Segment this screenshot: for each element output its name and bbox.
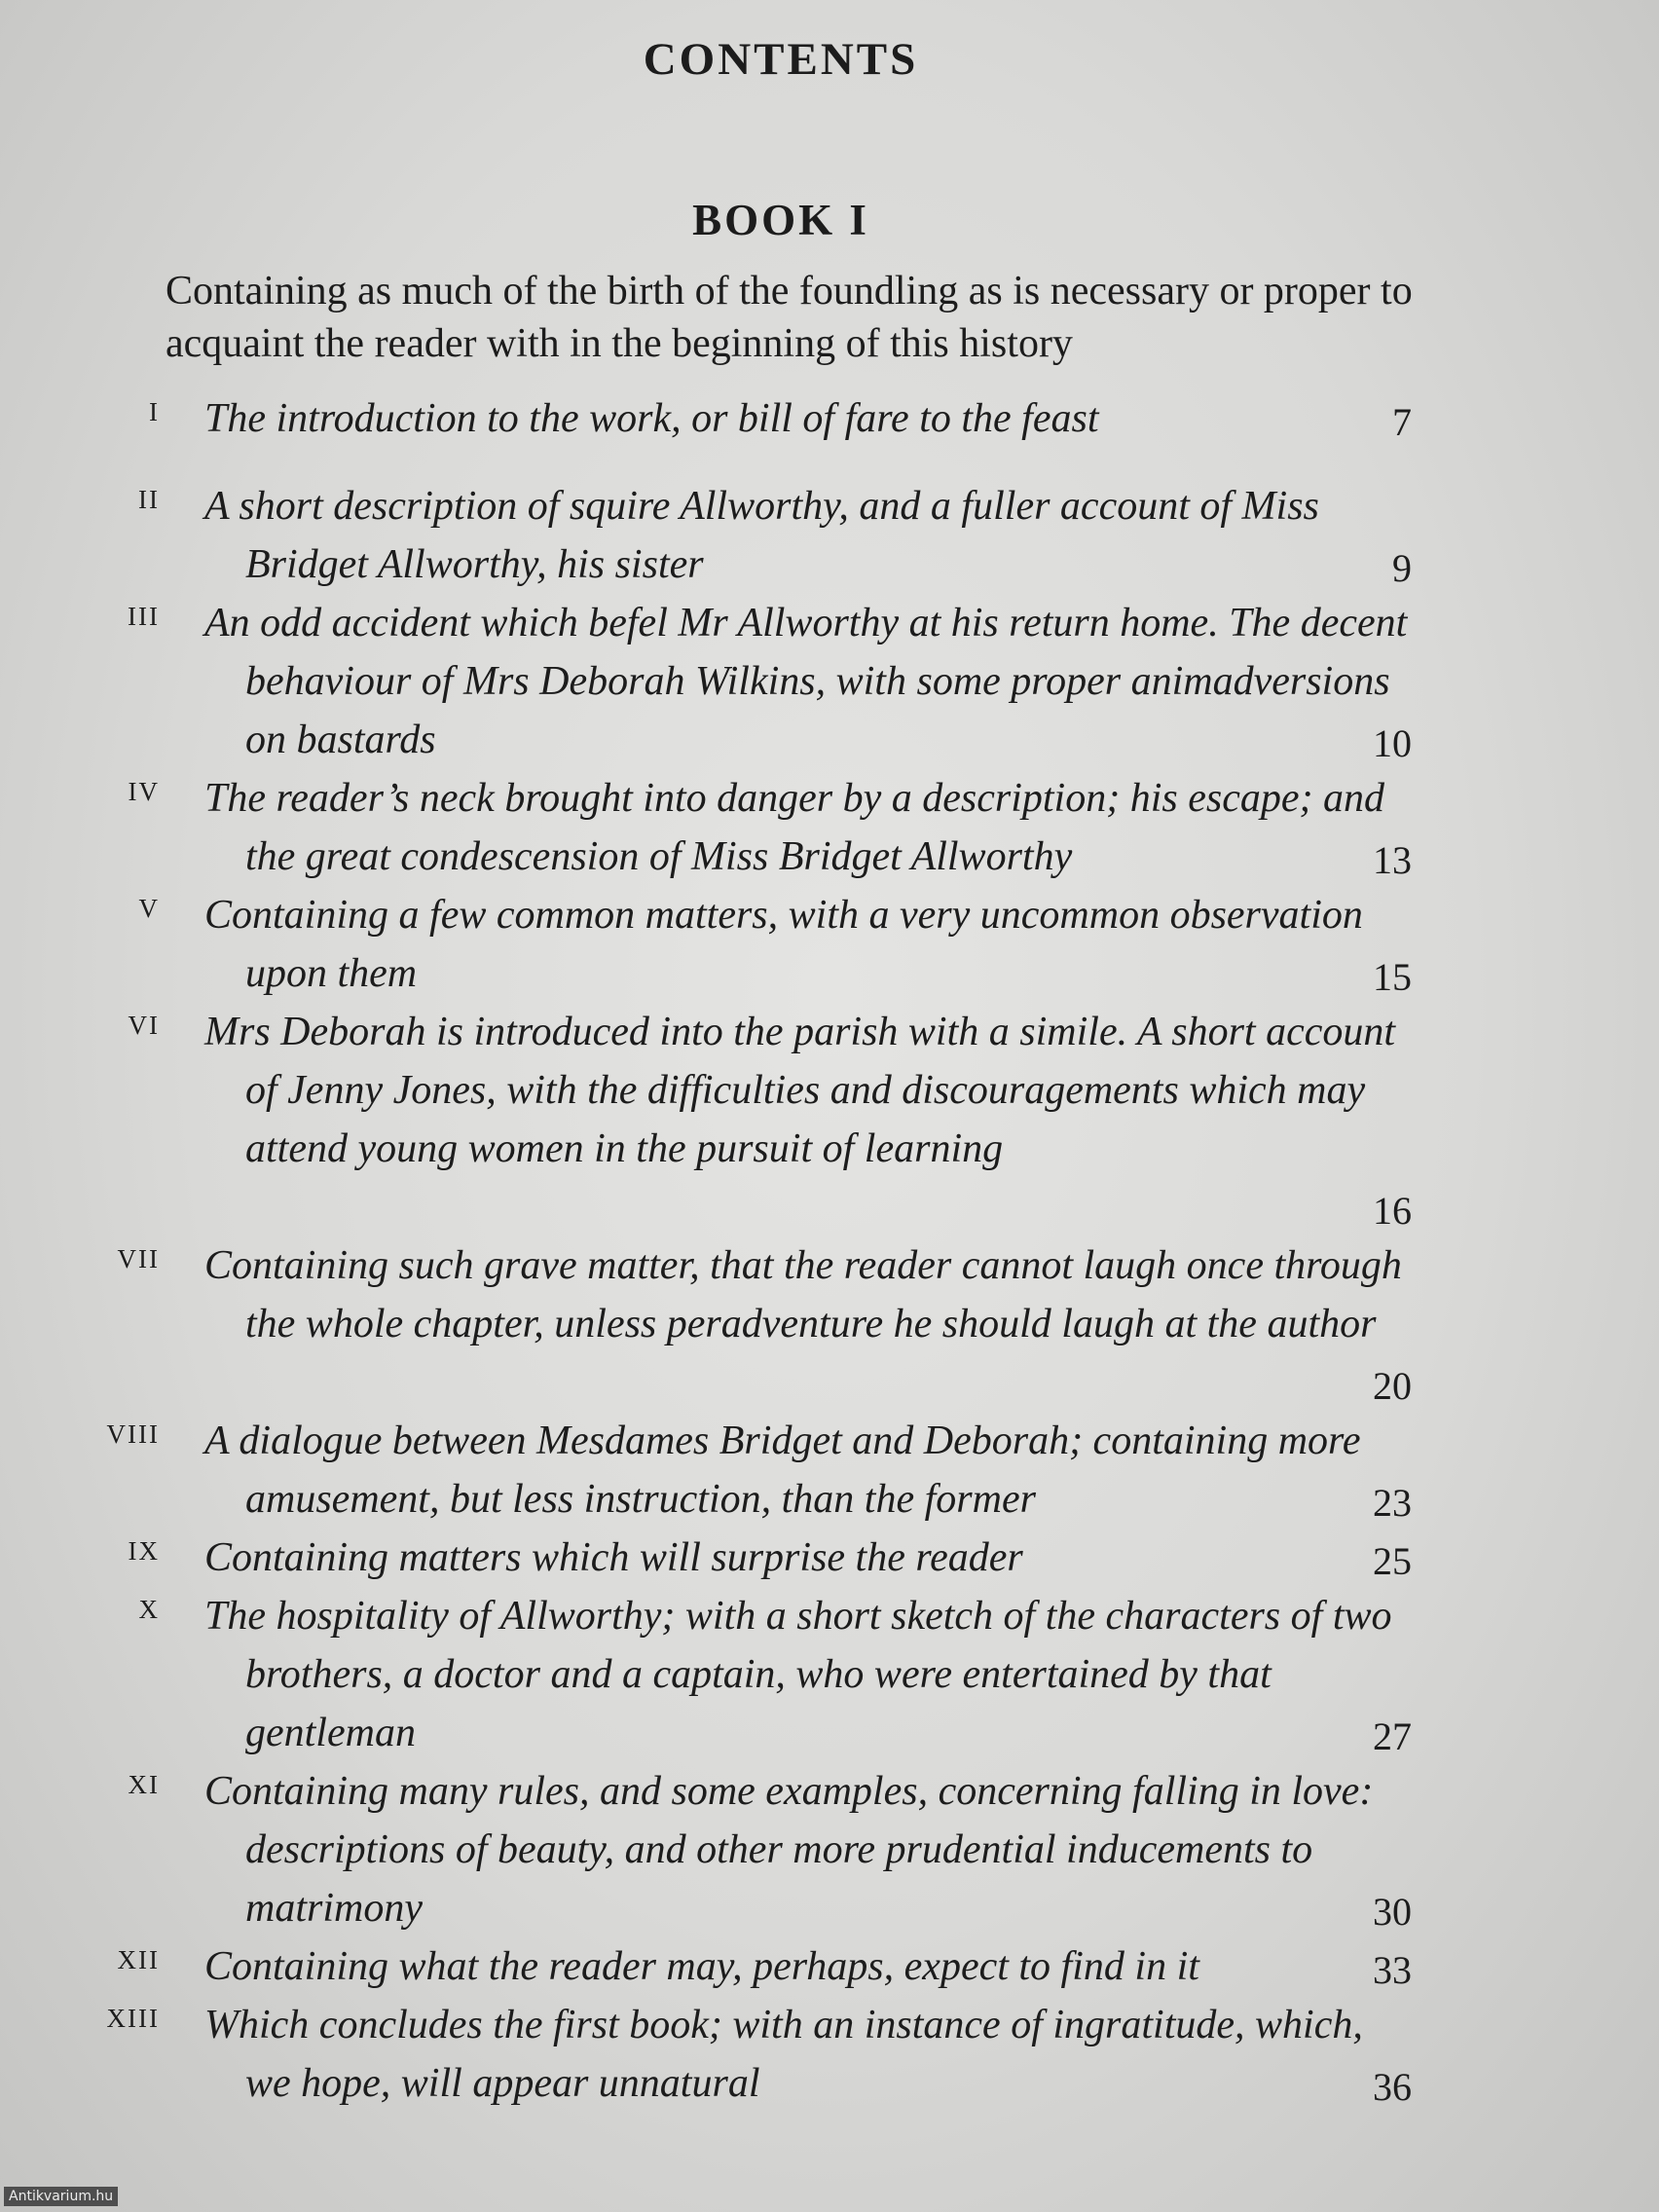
chapter-number: V xyxy=(138,894,160,923)
chapter-page: 9 xyxy=(1392,546,1412,590)
table-of-contents xyxy=(0,389,1460,2142)
chapter-number: II xyxy=(138,485,160,514)
chapter-title: Which concludes the first book; with an instance of ingratitude, which, we hope, will appear unnatural xyxy=(204,2003,1363,2106)
book-description: Containing as much of the birth of the foundling as is necessary or proper to acquaint the reader with in the beginning of this history xyxy=(166,269,1413,366)
watermark-label: Antikvarium.hu xyxy=(4,2187,118,2206)
chapter-number: XII xyxy=(117,1945,160,1974)
chapter-number: VI xyxy=(128,1011,160,1040)
chapter-number: IX xyxy=(128,1536,160,1566)
book-title: BOOK I xyxy=(692,196,869,244)
chapter-title: A short description of squire Allworthy, and a fuller account of Miss Bridget Allworthy, his sister xyxy=(204,484,1319,587)
chapter-title: Mrs Deborah is introduced into the parish with a simile. A short account of Jenny Jones, with the difficulties and discouragements which may attend young women in the pursuit of learning xyxy=(204,1010,1396,1171)
chapter-page: 33 xyxy=(1373,1948,1412,1992)
chapter-page: 10 xyxy=(1373,721,1412,765)
chapter-title: Containing many rules, and some examples, concerning falling in love: descriptions of beauty, and other more prudential inducements to matrimony xyxy=(204,1769,1374,1931)
chapter-page: 30 xyxy=(1373,1890,1412,1934)
chapter-number: X xyxy=(138,1595,160,1624)
chapter-number: VIII xyxy=(106,1419,160,1449)
chapter-page: 36 xyxy=(1373,2065,1412,2109)
contents-heading: CONTENTS xyxy=(643,34,919,85)
chapter-page: 16 xyxy=(1373,1189,1412,1233)
chapter-number: I xyxy=(149,397,160,426)
chapter-page: 23 xyxy=(1373,1481,1412,1525)
chapter-page: 15 xyxy=(1373,955,1412,999)
chapter-title: The hospitality of Allworthy; with a short sketch of the characters of two brothers, a doctor and a captain, who were entertained by that gentleman xyxy=(204,1594,1392,1755)
chapter-title: Containing a few common matters, with a very uncommon observation upon them xyxy=(204,893,1363,996)
chapter-page: 25 xyxy=(1373,1539,1412,1583)
chapter-title: Containing matters which will surprise the reader xyxy=(204,1535,1023,1580)
chapter-number: XIII xyxy=(106,2004,160,2033)
chapter-page: 13 xyxy=(1373,838,1412,882)
chapter-number: VII xyxy=(117,1244,160,1273)
chapter-number: III xyxy=(128,602,160,631)
chapter-number: XI xyxy=(128,1770,160,1799)
chapter-title: The introduction to the work, or bill of fare to the feast xyxy=(204,396,1099,441)
chapter-page: 7 xyxy=(1392,400,1412,444)
chapter-title: Containing what the reader may, perhaps, expect to find in it xyxy=(204,1944,1199,1989)
chapter-page: 20 xyxy=(1373,1364,1412,1408)
chapter-title: An odd accident which befel Mr Allworthy at his return home. The decent behaviour of Mrs Deborah Wilkins, with some proper animadversions on bastards xyxy=(204,601,1408,762)
chapter-page: 27 xyxy=(1373,1714,1412,1758)
chapter-title: Containing such grave matter, that the reader cannot laugh once through the whole chapter, unless peradventure he should laugh at the author xyxy=(204,1243,1402,1346)
chapter-title: The reader’s neck brought into danger by a description; his escape; and the great condescension of Miss Bridget Allworthy xyxy=(204,776,1384,879)
chapter-title: A dialogue between Mesdames Bridget and Deborah; containing more amusement, but less instruction, than the former xyxy=(204,1419,1361,1522)
chapter-number: IV xyxy=(128,777,160,806)
